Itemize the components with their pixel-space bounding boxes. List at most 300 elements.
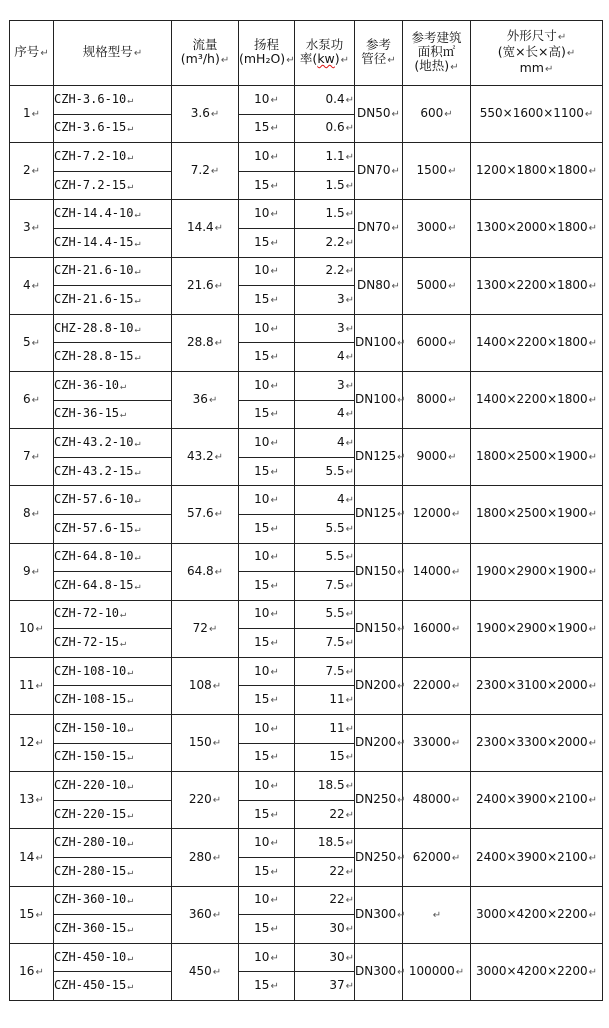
paragraph-mark: ↵ <box>270 723 279 735</box>
cell-area-text: 22000 <box>412 677 451 692</box>
cell-power <box>295 171 355 200</box>
paragraph-mark: ↵ <box>345 752 354 764</box>
paragraph-mark: ↵ <box>270 266 279 278</box>
cell-no-text: 14 <box>19 849 35 864</box>
cell-model <box>54 772 172 801</box>
paragraph-mark: ↵ <box>588 566 598 578</box>
cell-pipe-text: DN100 <box>355 334 397 349</box>
paragraph-mark: ↵ <box>127 866 134 878</box>
paragraph-mark: ↵ <box>134 495 141 507</box>
cell-dimensions-text: 1300×2000×1800 <box>475 220 588 235</box>
cell-flow <box>172 886 239 943</box>
paragraph-mark: ↵ <box>127 666 134 678</box>
cell-model-text: CZH-36-15 <box>54 406 120 421</box>
paragraph-mark: ↵ <box>345 580 354 592</box>
paragraph-mark: ↵ <box>212 852 222 864</box>
cell-head-text: 15 <box>254 120 270 135</box>
cell-flow <box>172 200 239 257</box>
cell-model <box>54 629 172 658</box>
paragraph-mark: ↵ <box>345 952 354 964</box>
paragraph-mark: ↵ <box>345 123 354 135</box>
cell-pipe <box>355 657 406 714</box>
paragraph-mark: ↵ <box>588 166 598 178</box>
paragraph-mark: ↵ <box>345 380 354 392</box>
header-head: 扬程 (mH₂O)↵ <box>239 21 295 86</box>
cell-pipe <box>355 943 406 1000</box>
cell-area <box>403 886 471 943</box>
cell-flow-text: 360 <box>188 906 212 921</box>
cell-model-text: CZH-21.6-15 <box>54 291 134 306</box>
paragraph-mark: ↵ <box>345 294 354 306</box>
cell-model <box>54 800 172 829</box>
cell-model-text: CZH-14.4-10 <box>54 206 134 221</box>
paragraph-mark: ↵ <box>391 280 400 292</box>
cell-area-text: 600 <box>420 106 444 121</box>
paragraph-mark: ↵ <box>270 180 279 192</box>
cell-power <box>295 657 355 686</box>
cell-flow-text: 72 <box>192 620 208 635</box>
cell-pipe <box>355 543 406 600</box>
cell-no-text: 3 <box>22 220 31 235</box>
paragraph-mark: ↵ <box>345 466 354 478</box>
cell-power-text: 11 <box>329 692 345 707</box>
cell-power-text: 5.5 <box>325 463 345 478</box>
cell-flow <box>172 772 239 829</box>
cell-power-text: 4 <box>336 349 345 364</box>
cell-power-text: 4 <box>336 406 345 421</box>
paragraph-mark: ↵ <box>397 566 406 578</box>
cell-flow <box>172 600 239 657</box>
cell-pipe-text: DN100 <box>355 392 397 407</box>
cell-area <box>403 715 471 772</box>
table-row <box>10 486 603 515</box>
paragraph-mark: ↵ <box>448 223 457 235</box>
paragraph-mark: ↵ <box>397 966 406 978</box>
cell-flow-text: 3.6 <box>190 106 210 121</box>
paragraph-mark: ↵ <box>444 109 453 121</box>
cell-no <box>10 314 54 371</box>
cell-pipe-text: DN150 <box>355 620 397 635</box>
cell-no-text: 10 <box>19 620 35 635</box>
paragraph-mark: ↵ <box>270 209 279 221</box>
cell-pipe-text: DN200 <box>355 677 397 692</box>
cell-dimensions <box>471 943 603 1000</box>
cell-pipe <box>355 200 403 257</box>
cell-head <box>239 858 295 887</box>
paragraph-mark: ↵ <box>397 337 406 349</box>
paragraph-mark: ↵ <box>127 952 134 964</box>
cell-power <box>295 457 355 486</box>
paragraph-mark: ↵ <box>270 495 279 507</box>
paragraph-mark: ↵ <box>588 509 598 521</box>
paragraph-mark: ↵ <box>134 323 141 335</box>
table-row <box>10 772 603 801</box>
cell-model <box>54 829 172 858</box>
cell-flow-text: 36 <box>192 392 208 407</box>
cell-dimensions <box>471 543 603 600</box>
cell-dimensions <box>471 829 603 886</box>
cell-no-text: 8 <box>22 506 31 521</box>
cell-area-text: 100000 <box>408 963 455 978</box>
paragraph-mark: ↵ <box>270 752 279 764</box>
paragraph-mark: ↵ <box>127 123 134 135</box>
cell-power-text: 18.5 <box>317 778 345 793</box>
paragraph-mark: ↵ <box>451 623 461 635</box>
cell-head-text: 15 <box>254 692 270 707</box>
cell-no <box>10 371 54 428</box>
cell-model <box>54 543 172 572</box>
paragraph-mark: ↵ <box>270 237 279 249</box>
paragraph-mark: ↵ <box>208 623 218 635</box>
cell-power-text: 5.5 <box>325 549 345 564</box>
cell-area <box>403 143 471 200</box>
paragraph-mark: ↵ <box>345 552 354 564</box>
paragraph-mark: ↵ <box>588 966 598 978</box>
cell-power <box>295 514 355 543</box>
cell-head <box>239 886 295 915</box>
paragraph-mark: ↵ <box>345 94 354 106</box>
cell-head-text: 10 <box>254 720 270 735</box>
paragraph-mark: ↵ <box>345 666 354 678</box>
cell-pipe-text: DN125 <box>355 449 397 464</box>
paragraph-mark: ↵ <box>134 209 141 221</box>
cell-no <box>10 429 54 486</box>
paragraph-mark: ↵ <box>588 623 598 635</box>
paragraph-mark: ↵ <box>345 323 354 335</box>
cell-flow <box>172 943 239 1000</box>
cell-area <box>403 486 471 543</box>
cell-pipe-text: DN250 <box>355 792 397 807</box>
cell-head <box>239 657 295 686</box>
paragraph-mark: ↵ <box>35 795 44 807</box>
cell-power-text: 2.2 <box>325 234 345 249</box>
cell-flow-text: 14.4 <box>186 220 214 235</box>
cell-model <box>54 371 172 400</box>
cell-model <box>54 171 172 200</box>
cell-head-text: 15 <box>254 520 270 535</box>
paragraph-mark: ↵ <box>127 752 134 764</box>
cell-power-text: 1.1 <box>325 148 345 163</box>
paragraph-mark: ↵ <box>391 166 400 178</box>
cell-power <box>295 629 355 658</box>
paragraph-mark: ↵ <box>134 237 141 249</box>
cell-dimensions-text: 1200×1800×1800 <box>475 163 588 178</box>
cell-dimensions <box>471 772 603 829</box>
cell-head-text: 10 <box>254 549 270 564</box>
paragraph-mark: ↵ <box>397 452 406 464</box>
paragraph-mark: ↵ <box>432 909 442 921</box>
paragraph-mark: ↵ <box>270 866 279 878</box>
paragraph-mark: ↵ <box>588 452 598 464</box>
paragraph-mark: ↵ <box>270 123 279 135</box>
cell-area <box>403 86 471 143</box>
cell-head-text: 15 <box>254 635 270 650</box>
paragraph-mark: ↵ <box>214 452 224 464</box>
cell-model-text: CZH-72-15 <box>54 635 120 650</box>
cell-model <box>54 429 172 458</box>
cell-head <box>239 257 295 286</box>
cell-dimensions <box>471 429 603 486</box>
cell-no-text: 16 <box>19 963 35 978</box>
cell-power-text: 7.5 <box>325 663 345 678</box>
cell-model <box>54 86 172 115</box>
cell-head <box>239 514 295 543</box>
cell-power <box>295 200 355 229</box>
cell-flow <box>172 657 239 714</box>
cell-pipe-text: DN125 <box>355 506 397 521</box>
cell-head <box>239 486 295 515</box>
table-row <box>10 200 603 229</box>
paragraph-mark: ↵ <box>397 738 406 750</box>
cell-flow-text: 150 <box>188 735 212 750</box>
paragraph-mark: ↵ <box>345 723 354 735</box>
cell-dimensions <box>471 600 603 657</box>
paragraph-mark: ↵ <box>397 795 406 807</box>
cell-no-text: 13 <box>19 792 35 807</box>
cell-model <box>54 858 172 887</box>
cell-no <box>10 657 54 714</box>
cell-area-text: 9000 <box>416 449 448 464</box>
paragraph-mark: ↵ <box>270 609 279 621</box>
cell-head-text: 10 <box>254 492 270 507</box>
paragraph-mark: ↵ <box>134 523 141 535</box>
paragraph-mark: ↵ <box>345 838 354 850</box>
cell-no <box>10 143 54 200</box>
cell-power <box>295 972 355 1001</box>
paragraph-mark: ↵ <box>345 866 354 878</box>
cell-head-text: 15 <box>254 921 270 936</box>
cell-pipe-text: DN50 <box>357 106 391 121</box>
paragraph-mark: ↵ <box>31 280 41 292</box>
paragraph-mark: ↵ <box>397 852 406 864</box>
cell-dimensions <box>471 486 603 543</box>
paragraph-mark: ↵ <box>397 395 406 407</box>
cell-model-text: CZH-3.6-15 <box>54 120 127 135</box>
cell-power-text: 5.5 <box>325 520 345 535</box>
paragraph-mark: ↵ <box>214 280 224 292</box>
cell-power <box>295 286 355 315</box>
paragraph-mark: ↵ <box>270 294 279 306</box>
paragraph-mark: ↵ <box>270 924 279 936</box>
cell-head-text: 10 <box>254 206 270 221</box>
cell-flow-text: 57.6 <box>186 506 214 521</box>
cell-pipe <box>355 257 403 314</box>
paragraph-mark: ↵ <box>270 638 279 650</box>
cell-model <box>54 943 172 972</box>
cell-model <box>54 657 172 686</box>
cell-area-text: 33000 <box>412 735 451 750</box>
cell-power-text: 5.5 <box>325 606 345 621</box>
paragraph-mark: ↵ <box>127 781 134 793</box>
cell-dimensions-text: 1800×2500×1900 <box>475 506 588 521</box>
cell-power-text: 30 <box>329 921 345 936</box>
cell-power <box>295 743 355 772</box>
paragraph-mark: ↵ <box>448 337 457 349</box>
paragraph-mark: ↵ <box>31 395 41 407</box>
cell-no <box>10 543 54 600</box>
cell-area-text: 6000 <box>416 334 448 349</box>
cell-model <box>54 314 172 343</box>
paragraph-mark: ↵ <box>31 223 41 235</box>
paragraph-mark: ↵ <box>451 852 461 864</box>
table-row <box>10 600 603 629</box>
cell-flow <box>172 86 239 143</box>
paragraph-mark: ↵ <box>120 609 127 621</box>
cell-no <box>10 715 54 772</box>
header-power: 水泵功 率(kw)↵ <box>295 21 355 86</box>
cell-head <box>239 686 295 715</box>
paragraph-mark: ↵ <box>270 94 279 106</box>
cell-head-text: 15 <box>254 406 270 421</box>
cell-no <box>10 600 54 657</box>
cell-head-text: 10 <box>254 91 270 106</box>
paragraph-mark: ↵ <box>270 151 279 163</box>
cell-model-text: CZH-450-15 <box>54 978 127 993</box>
cell-head <box>239 800 295 829</box>
cell-model <box>54 114 172 143</box>
cell-power-text: 3 <box>336 377 345 392</box>
paragraph-mark: ↵ <box>270 466 279 478</box>
cell-model <box>54 200 172 229</box>
paragraph-mark: ↵ <box>31 166 41 178</box>
paragraph-mark: ↵ <box>127 695 134 707</box>
paragraph-mark: ↵ <box>212 966 222 978</box>
cell-dimensions <box>471 657 603 714</box>
cell-pipe-text: DN200 <box>355 735 397 750</box>
paragraph-mark: ↵ <box>127 809 134 821</box>
cell-no <box>10 486 54 543</box>
paragraph-mark: ↵ <box>212 680 222 692</box>
cell-model-text: CZH-14.4-15 <box>54 234 134 249</box>
paragraph-mark: ↵ <box>397 909 406 921</box>
cell-model-text: CZH-150-10 <box>54 720 127 735</box>
cell-dimensions-text: 1400×2200×1800 <box>475 334 588 349</box>
cell-power-text: 11 <box>329 720 345 735</box>
cell-flow-text: 220 <box>188 792 212 807</box>
cell-power-text: 22 <box>329 863 345 878</box>
cell-model-text: CZH-360-15 <box>54 921 127 936</box>
paragraph-mark: ↵ <box>588 795 598 807</box>
cell-power-text: 4 <box>336 492 345 507</box>
cell-dimensions-text: 1400×2200×1800 <box>475 392 588 407</box>
cell-head <box>239 86 295 115</box>
paragraph-mark: ↵ <box>127 838 134 850</box>
cell-flow-text: 21.6 <box>186 277 214 292</box>
paragraph-mark: ↵ <box>120 380 127 392</box>
cell-model-text: CZH-64.8-10 <box>54 549 134 564</box>
cell-dimensions-text: 3000×4200×2200 <box>475 963 588 978</box>
paragraph-mark: ↵ <box>455 966 465 978</box>
table-row <box>10 429 603 458</box>
cell-model-text: CZH-72-10 <box>54 606 120 621</box>
cell-power-text: 7.5 <box>325 577 345 592</box>
cell-flow <box>172 715 239 772</box>
cell-model-text: CZH-108-15 <box>54 692 127 707</box>
table-row <box>10 543 603 572</box>
cell-dimensions <box>471 314 603 371</box>
paragraph-mark: ↵ <box>345 237 354 249</box>
cell-head-text: 15 <box>254 463 270 478</box>
cell-flow <box>172 429 239 486</box>
paragraph-mark: ↵ <box>451 509 461 521</box>
cell-head-text: 10 <box>254 663 270 678</box>
cell-head <box>239 743 295 772</box>
cell-area-text: 8000 <box>416 392 448 407</box>
cell-head-text: 15 <box>254 749 270 764</box>
paragraph-mark: ↵ <box>270 981 279 993</box>
paragraph-mark: ↵ <box>270 523 279 535</box>
cell-dimensions <box>471 257 603 314</box>
cell-no <box>10 772 54 829</box>
cell-no-text: 5 <box>22 334 31 349</box>
cell-area <box>403 600 471 657</box>
cell-model <box>54 143 172 172</box>
cell-model-text: CZH-57.6-10 <box>54 492 134 507</box>
paragraph-mark: ↵ <box>31 337 41 349</box>
cell-model-text: CZH-57.6-15 <box>54 520 134 535</box>
paragraph-mark: ↵ <box>35 909 44 921</box>
cell-model-text: CZH-3.6-10 <box>54 91 127 106</box>
cell-model <box>54 972 172 1001</box>
cell-model-text: CZH-21.6-10 <box>54 263 134 278</box>
cell-no <box>10 200 54 257</box>
cell-head <box>239 429 295 458</box>
paragraph-mark: ↵ <box>448 395 457 407</box>
paragraph-mark: ↵ <box>134 437 141 449</box>
cell-flow-text: 43.2 <box>186 449 214 464</box>
table-row <box>10 657 603 686</box>
cell-area <box>403 829 471 886</box>
paragraph-mark: ↵ <box>35 852 44 864</box>
paragraph-mark: ↵ <box>270 781 279 793</box>
cell-model-text: CZH-150-15 <box>54 749 127 764</box>
paragraph-mark: ↵ <box>345 409 354 421</box>
cell-pipe <box>355 486 406 543</box>
cell-head <box>239 343 295 372</box>
cell-no-text: 15 <box>19 906 35 921</box>
paragraph-mark: ↵ <box>345 523 354 535</box>
cell-head-text: 15 <box>254 234 270 249</box>
cell-model <box>54 743 172 772</box>
table-header <box>10 21 603 86</box>
cell-model-text: CZH-450-10 <box>54 949 127 964</box>
paragraph-mark: ↵ <box>345 180 354 192</box>
paragraph-mark: ↵ <box>270 409 279 421</box>
cell-model-text: CZH-108-10 <box>54 663 127 678</box>
cell-model-text: CHZ-28.8-10 <box>54 320 134 335</box>
paragraph-mark: ↵ <box>451 566 461 578</box>
header-area: 参考建筑 面积㎡ (地热)↵ <box>403 21 471 86</box>
cell-power-text: 0.6 <box>325 120 345 135</box>
cell-power-text: 22 <box>329 806 345 821</box>
cell-dimensions-text: 550×1600×1100 <box>479 106 584 121</box>
cell-head <box>239 943 295 972</box>
paragraph-mark: ↵ <box>270 323 279 335</box>
paragraph-mark: ↵ <box>134 266 141 278</box>
paragraph-mark: ↵ <box>210 166 220 178</box>
cell-dimensions <box>471 200 603 257</box>
paragraph-mark: ↵ <box>212 738 222 750</box>
table-row <box>10 886 603 915</box>
cell-dimensions <box>471 143 603 200</box>
cell-area-text: 48000 <box>412 792 451 807</box>
cell-area-text: 1500 <box>416 163 448 178</box>
cell-head <box>239 915 295 944</box>
paragraph-mark: ↵ <box>588 223 598 235</box>
cell-model-text: CZH-28.8-15 <box>54 349 134 364</box>
cell-power-text: 3 <box>336 291 345 306</box>
paragraph-mark: ↵ <box>120 638 127 650</box>
